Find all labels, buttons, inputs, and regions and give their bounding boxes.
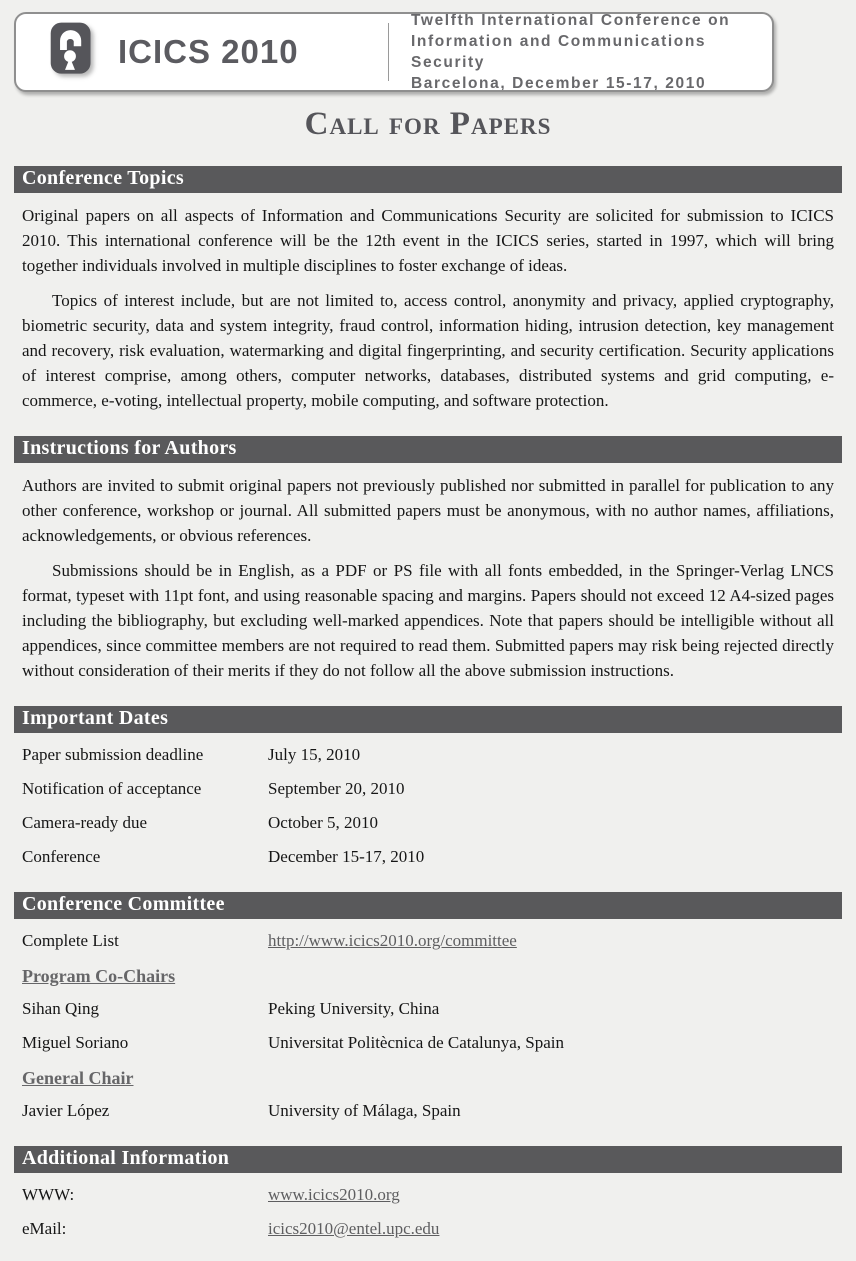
email-label: eMail:	[22, 1219, 67, 1238]
date-row	[22, 811, 834, 835]
section-conference-committee	[14, 892, 842, 1123]
www-label: WWW:	[22, 1185, 75, 1204]
conference-title-line1: Twelfth International Conference on	[411, 12, 731, 29]
subheading-general-chair: General Chair	[22, 1068, 134, 1088]
logo-text: ICICS 2010	[118, 33, 299, 70]
committee-member-row	[22, 997, 834, 1021]
date-row	[22, 743, 834, 767]
committee-body	[14, 929, 842, 1123]
topics-paragraph-1: Original papers on all aspects of Information and Communications Security are solicited for submission to ICICS 2010. This international conference will be the 12th event in the ICICS series, started in 1997, which will bring together individuals involved in multiple disciplines to foster exchange of ideas.	[22, 206, 834, 275]
date-label: Paper submission deadline	[22, 745, 204, 764]
topics-paragraph-2: Topics of interest include, but are not limited to, access control, anonymity and privacy, applied cryptography, biometric security, data and system integrity, fraud control, information hiding, intrusion detection, key management and recovery, risk evaluation, watermarking and digital fingerprinting, and security certification. Security applications of interest comprise, among others, computer networks, databases, distributed systems and grid computing, e-commerce, e-voting, intellectual property, mobile computing, and software protection.	[22, 291, 834, 410]
committee-list-link[interactable]: http://www.icics2010.org/committee	[268, 931, 517, 950]
member-affiliation: University of Málaga, Spain	[268, 1101, 461, 1120]
subheading-program-co-chairs: Program Co-Chairs	[22, 966, 176, 986]
section-heading-conference-topics: Conference Topics	[14, 166, 842, 193]
logo-area	[16, 18, 388, 87]
email-row	[22, 1217, 834, 1241]
conference-topics-body	[14, 203, 842, 413]
member-name: Sihan Qing	[22, 999, 99, 1018]
instructions-paragraph-2: Submissions should be in English, as a PDF or PS file with all fonts embedded, in the Springer-Verlag LNCS format, typeset with 11pt font, and using reasonable spacing and margins. Papers should not exceed 12 A4-sized pages including the bibliography, but excluding well-marked appendices. Note that papers should be intelligible without all appendices, since committee members are not required to read them. Submitted papers may risk being rejected directly without consideration of their merits if they do not follow all the above submission instructions.	[22, 561, 834, 680]
email-link[interactable]: icics2010@entel.upc.edu	[268, 1219, 440, 1238]
section-heading-committee: Conference Committee	[14, 892, 842, 919]
member-name: Miguel Soriano	[22, 1033, 129, 1052]
www-row	[22, 1183, 834, 1207]
section-heading-instructions: Instructions for Authors	[14, 436, 842, 463]
page-title: Call for Papers	[304, 106, 552, 142]
committee-member-row	[22, 1031, 834, 1055]
date-value: September 20, 2010	[268, 779, 405, 798]
date-label: Camera-ready due	[22, 813, 148, 832]
date-row	[22, 845, 834, 869]
section-conference-topics	[14, 166, 842, 413]
section-instructions-for-authors	[14, 436, 842, 683]
conference-title	[389, 12, 772, 92]
important-dates-body	[14, 743, 842, 869]
section-heading-additional-info: Additional Information	[14, 1146, 842, 1173]
additional-info-body	[14, 1183, 842, 1241]
section-important-dates	[14, 706, 842, 869]
conference-banner	[14, 12, 774, 92]
date-label: Notification of acceptance	[22, 779, 202, 798]
website-link[interactable]: www.icics2010.org	[268, 1185, 400, 1204]
instructions-body	[14, 473, 842, 683]
complete-list-row	[22, 929, 834, 953]
conference-title-line2: Information and Communications Security	[411, 33, 707, 71]
conference-title-line3: Barcelona, December 15-17, 2010	[411, 75, 707, 92]
section-heading-important-dates: Important Dates	[14, 706, 842, 733]
padlock-icon	[42, 18, 98, 87]
date-value: October 5, 2010	[268, 813, 379, 832]
instructions-paragraph-1: Authors are invited to submit original papers not previously published nor submitted in parallel for publication to any other conference, workshop or journal. All submitted papers must be anonymous, with no author names, affiliations, acknowledgements, or obvious references.	[22, 476, 834, 545]
section-additional-information	[14, 1146, 842, 1241]
member-affiliation: Universitat Politècnica de Catalunya, Spain	[268, 1033, 565, 1052]
date-value: July 15, 2010	[268, 745, 361, 764]
committee-member-row	[22, 1099, 834, 1123]
complete-list-label: Complete List	[22, 931, 119, 950]
member-name: Javier López	[22, 1101, 110, 1120]
date-row	[22, 777, 834, 801]
date-label: Conference	[22, 847, 101, 866]
member-affiliation: Peking University, China	[268, 999, 440, 1018]
date-value: December 15-17, 2010	[268, 847, 425, 866]
